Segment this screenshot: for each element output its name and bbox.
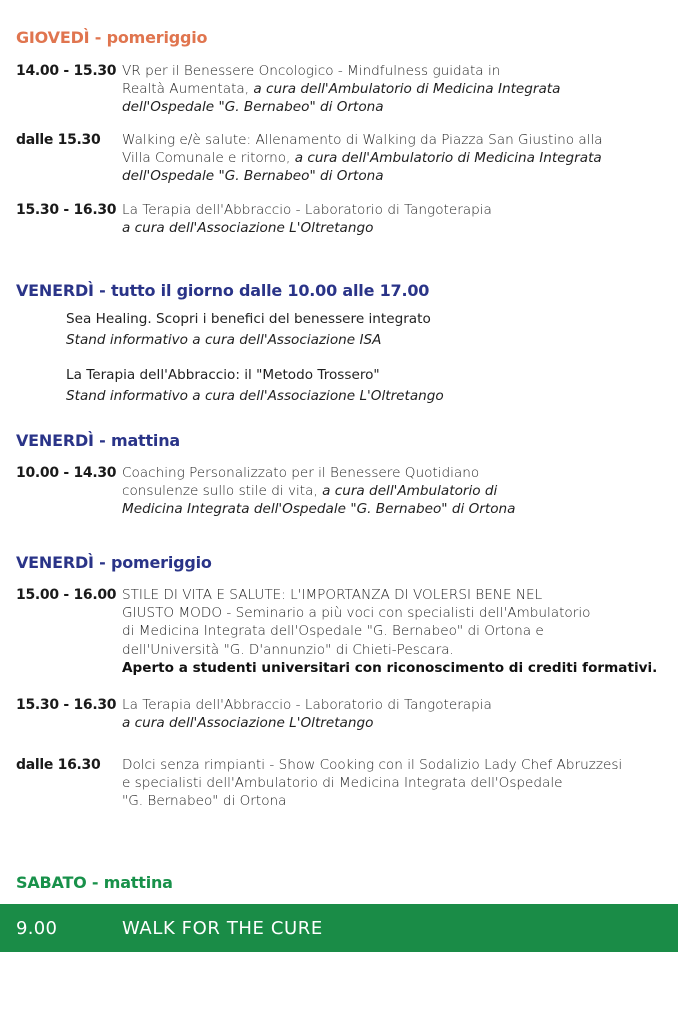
event-line: La Terapia dell'Abbraccio - Laboratorio di Tangoterapia xyxy=(122,697,492,713)
event-organizer: a cura dell'Associazione L'Oltretango xyxy=(122,220,374,237)
event-description xyxy=(122,464,672,519)
event-line: La Terapia dell'Abbraccio - Laboratorio di Tangoterapia xyxy=(122,202,492,218)
event-line: e specialisti dell'Ambulatorio di Medicina Integrata dell'Ospedale xyxy=(122,775,563,792)
event-organizer: a cura dell'Ambulatorio di Medicina Integrata xyxy=(253,81,561,98)
stand-title: Sea Healing. Scopri i benefici del benessere integrato xyxy=(66,311,431,327)
event-organizer: a cura dell'Ambulatorio di xyxy=(322,483,498,500)
event-organizer: Medicina Integrata dell'Ospedale "G. Bernabeo" di Ortona xyxy=(122,501,516,518)
event-line xyxy=(122,149,672,167)
info-stand xyxy=(66,309,431,351)
event-time: dalle 15.30 xyxy=(16,132,101,148)
walk-title: WALK FOR THE CURE xyxy=(122,918,323,939)
info-stand xyxy=(66,365,444,407)
event-organizer: a cura dell'Ambulatorio di Medicina Integrata xyxy=(294,150,602,167)
saturday-morning-heading: SABATO - mattina xyxy=(16,873,173,892)
event-line: dell'Università "G. D'annunzio" di Chieti-Pescara. xyxy=(122,641,454,658)
thursday-afternoon-heading: GIOVEDÌ - pomeriggio xyxy=(16,28,208,47)
event-text: Realtà Aumentata, xyxy=(122,81,254,98)
event-description xyxy=(122,756,672,811)
event-organizer: dell'Ospedale "G. Bernabeo" di Ortona xyxy=(122,99,384,116)
event-line xyxy=(122,80,672,98)
event-line: Dolci senza rimpianti - Show Cooking con il Sodalizio Lady Chef Abruzzesi xyxy=(122,757,623,773)
event-organizer: dell'Ospedale "G. Bernabeo" di Ortona xyxy=(122,168,384,185)
event-organizer: a cura dell'Associazione L'Oltretango xyxy=(122,715,374,732)
walk-time: 9.00 xyxy=(16,918,58,939)
event-line: Coaching Personalizzato per il Benessere Quotidiano xyxy=(122,465,480,481)
event-time: dalle 16.30 xyxy=(16,757,101,773)
event-description xyxy=(122,62,672,117)
friday-morning-heading: VENERDÌ - mattina xyxy=(16,431,181,450)
event-time: 15.00 - 16.00 xyxy=(16,587,117,603)
event-time: 14.00 - 15.30 xyxy=(16,63,117,79)
event-description xyxy=(122,696,672,732)
event-text: Villa Comunale e ritorno, xyxy=(122,150,295,167)
event-time: 10.00 - 14.30 xyxy=(16,465,117,481)
event-credits-note: Aperto a studenti universitari con riconoscimento di crediti formativi. xyxy=(122,659,658,676)
event-description xyxy=(122,201,672,237)
stand-subtitle: Stand informativo a cura dell'Associazione L'Oltretango xyxy=(66,388,444,404)
event-line: VR per il Benessere Oncologico - Mindfulness guidata in xyxy=(122,63,501,79)
event-description xyxy=(122,586,672,677)
event-line: "G. Bernabeo" di Ortona xyxy=(122,793,287,810)
friday-afternoon-heading: VENERDÌ - pomeriggio xyxy=(16,553,212,572)
event-description xyxy=(122,131,672,186)
event-line: Walking e/è salute: Allenamento di Walking da Piazza San Giustino alla xyxy=(122,132,603,148)
event-time: 15.30 - 16.30 xyxy=(16,697,117,713)
friday-allday-heading: VENERDÌ - tutto il giorno dalle 10.00 alle 17.00 xyxy=(16,281,430,300)
event-line: STILE DI VITA E SALUTE: L'IMPORTANZA DI VOLERSI BENE NEL xyxy=(122,587,543,603)
event-time: 15.30 - 16.30 xyxy=(16,202,117,218)
stand-title: La Terapia dell'Abbraccio: il "Metodo Trossero" xyxy=(66,367,380,383)
event-line: di Medicina Integrata dell'Ospedale "G. Bernabeo" di Ortona e xyxy=(122,623,544,640)
walk-for-the-cure-banner xyxy=(0,904,678,952)
event-line: GIUSTO MODO - Seminario a più voci con specialisti dell'Ambulatorio xyxy=(122,605,591,622)
event-text: consulenze sullo stile di vita, xyxy=(122,483,323,500)
stand-subtitle: Stand informativo a cura dell'Associazione ISA xyxy=(66,332,382,348)
event-line xyxy=(122,482,672,500)
